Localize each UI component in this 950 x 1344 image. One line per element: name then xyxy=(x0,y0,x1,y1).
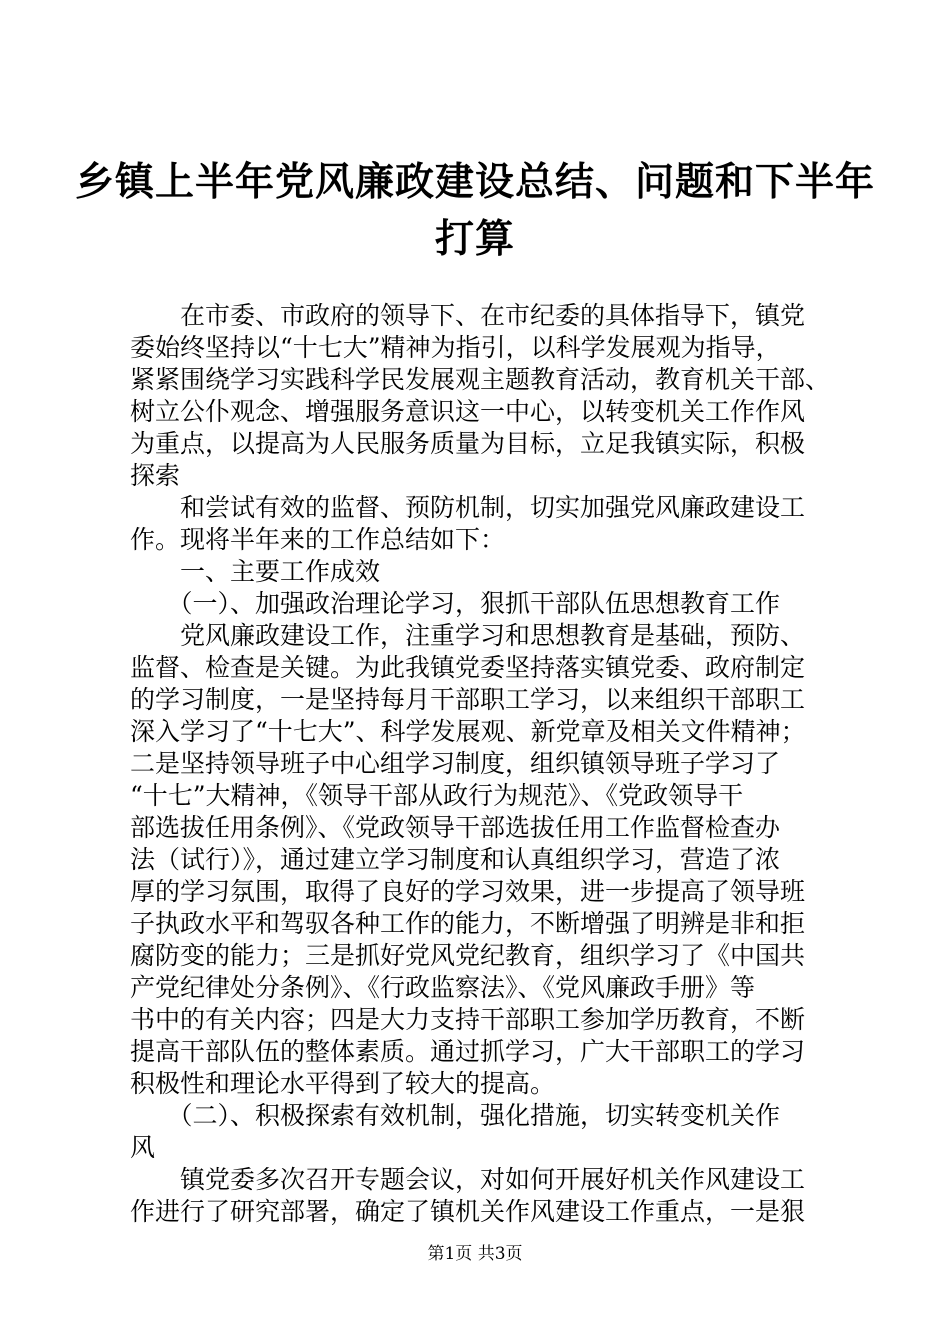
body-text-line: 和尝试有效的监督、预防机制，切实加强党风廉政建设工 xyxy=(130,493,806,522)
body-text-line: 党风廉政建设工作，注重学习和思想教育是基础，预防、 xyxy=(130,621,806,650)
body-text-line: 探索 xyxy=(130,461,181,490)
body-text-line: 二是坚持领导班子中心组学习制度，组织镇领导班子学习了 xyxy=(130,749,781,778)
document-body xyxy=(130,300,830,1228)
body-text-line: 深入学习了“十七大”、科学发展观、新党章及相关文件精神； xyxy=(130,717,806,746)
body-text-line: （二）、积极探索有效机制，强化措施，切实转变机关作 xyxy=(130,1101,781,1130)
body-text-line: 风 xyxy=(130,1133,156,1162)
body-text-line: 一、主要工作成效 xyxy=(130,557,381,586)
body-text-line: 委始终坚持以“十七大”精神为指引，以科学发展观为指导， xyxy=(130,333,781,362)
body-text-line: 紧紧围绕学习实践科学民发展观主题教育活动，教育机关干部、 xyxy=(130,365,830,394)
body-text-line: 镇党委多次召开专题会议，对如何开展好机关作风建设工 xyxy=(130,1165,806,1194)
body-text-line: 作进行了研究部署，确定了镇机关作风建设工作重点，一是狠 xyxy=(130,1197,806,1226)
body-text-line: 厚的学习氛围，取得了良好的学习效果，进一步提高了领导班 xyxy=(130,877,806,906)
body-text-line: 产党纪律处分条例》、《行政监察法》、《党风廉政手册》等 xyxy=(130,973,756,1002)
body-text-line: 法（试行）》，通过建立学习制度和认真组织学习，营造了浓 xyxy=(130,845,781,874)
body-text-line: （一）、加强政治理论学习，狠抓干部队伍思想教育工作 xyxy=(130,589,781,618)
body-text-line: 作。现将半年来的工作总结如下： xyxy=(130,525,506,554)
body-text-line: 监督、检查是关键。为此我镇党委坚持落实镇党委、政府制定 xyxy=(130,653,806,682)
page-footer: 第1页 共3页 xyxy=(427,1244,523,1264)
body-text-line: 书中的有关内容；四是大力支持干部职工参加学历教育，不断 xyxy=(130,1005,806,1034)
body-text-line: 提高干部队伍的整体素质。通过抓学习，广大干部职工的学习 xyxy=(130,1037,806,1066)
document-title-line-1: 乡镇上半年党风廉政建设总结、问题和下半年 xyxy=(74,160,875,205)
body-text-line: 子执政水平和驾驭各种工作的能力，不断增强了明辨是非和拒 xyxy=(130,909,806,938)
body-text-line: “十七”大精神，《领导干部从政行为规范》、《党政领导干 xyxy=(130,781,744,810)
body-text-line: 的学习制度，一是坚持每月干部职工学习，以来组织干部职工 xyxy=(130,685,806,714)
body-text-line: 积极性和理论水平得到了较大的提高。 xyxy=(130,1069,556,1098)
body-text-line: 在市委、市政府的领导下、在市纪委的具体指导下，镇党 xyxy=(130,301,806,330)
body-text-line: 树立公仆观念、增强服务意识这一中心，以转变机关工作作风 xyxy=(130,397,806,426)
body-text-line: 部选拔任用条例》、《党政领导干部选拔任用工作监督检查办 xyxy=(130,813,781,842)
body-text-line: 为重点，以提高为人民服务质量为目标，立足我镇实际，积极 xyxy=(130,429,806,458)
document-title-line-2: 打算 xyxy=(434,217,515,262)
body-text-line: 腐防变的能力；三是抓好党风党纪教育，组织学习了《中国共 xyxy=(130,941,806,970)
